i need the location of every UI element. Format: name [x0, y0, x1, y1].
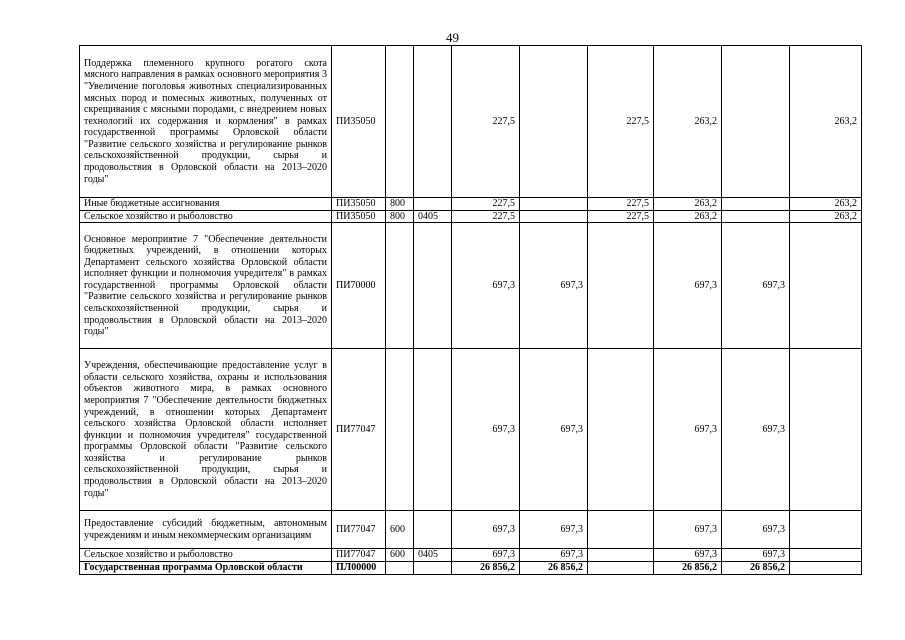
table-row-total [80, 561, 862, 574]
row-vr: 600 [386, 511, 414, 549]
row-value-4: 263,2 [654, 46, 722, 198]
row-code: ПИ35050 [332, 46, 386, 198]
row-value-6 [790, 561, 862, 574]
row-value-3: 227,5 [588, 210, 654, 223]
row-value-3 [588, 223, 654, 349]
row-value-1: 26 856,2 [452, 561, 520, 574]
row-value-6 [790, 349, 862, 511]
row-value-4: 263,2 [654, 210, 722, 223]
row-value-3: 227,5 [588, 46, 654, 198]
row-rzpr [414, 198, 452, 211]
row-description: Поддержка племенного крупного рогатого скота мясного направления в рамках основного мероприятия 3 "Увеличение поголовья животных специализированных мясных пород и помесных животных, полученных от скрещивания с мясными породами, с внедрением новых технологий их содержания и кормления" в рамках государственной программы Орловской области "Развитие сельского хозяйства и регулирование рынков сельскохозяйственной продукции, сырья и продовольствия в Орловской области на 2013–2020 годы" [80, 46, 332, 198]
row-vr [386, 561, 414, 574]
row-value-5: 697,3 [722, 223, 790, 349]
row-description: Предоставление субсидий бюджетным, автономным учреждениям и иным некоммерческим организациям [80, 511, 332, 549]
row-vr: 800 [386, 198, 414, 211]
row-description: Учреждения, обеспечивающие предоставление услуг в области сельского хозяйства, охраны и использования объектов животного мира, в рамках основного мероприятия 7 "Обеспечение деятельности бюджетных учреждений, в отношении которых Департамент сельского хозяйства Орловской области исполняет функции и полномочия учредителя" государственной программы Орловской области "Развитие сельского хозяйства и регулирование рынков сельскохозяйственной продукции, сырья и продовольствия в Орловской области на 2013–2020 годы" [80, 349, 332, 511]
row-description: Основное мероприятие 7 "Обеспечение деятельности бюджетных учреждений, в отношении которых Департамент сельского хозяйства Орловской области исполняет функции и полномочия учредителя" в рамках государственной программы Орловской области "Развитие сельского хозяйства и регулирование рынков сельскохозяйственной продукции, сырья и продовольствия в Орловской области на 2013–2020 годы" [80, 223, 332, 349]
table-row [80, 210, 862, 223]
row-description: Иные бюджетные ассигнования [80, 198, 332, 211]
row-value-3 [588, 549, 654, 562]
row-value-4: 697,3 [654, 349, 722, 511]
row-value-1: 227,5 [452, 198, 520, 211]
row-value-1: 697,3 [452, 223, 520, 349]
row-rzpr [414, 46, 452, 198]
row-value-2 [520, 210, 588, 223]
row-value-3 [588, 349, 654, 511]
row-vr [386, 223, 414, 349]
row-value-6 [790, 549, 862, 562]
page-number: 49 [446, 30, 459, 45]
row-value-6: 263,2 [790, 210, 862, 223]
row-value-4: 26 856,2 [654, 561, 722, 574]
row-rzpr [414, 223, 452, 349]
row-rzpr [414, 511, 452, 549]
row-value-6: 263,2 [790, 46, 862, 198]
table-row [80, 349, 862, 511]
row-value-2 [520, 198, 588, 211]
row-value-5 [722, 46, 790, 198]
row-value-2: 697,3 [520, 223, 588, 349]
row-description: Государственная программа Орловской области [80, 561, 332, 574]
row-value-5: 697,3 [722, 511, 790, 549]
row-value-6 [790, 511, 862, 549]
row-value-6 [790, 223, 862, 349]
table-row [80, 46, 862, 198]
row-value-4: 697,3 [654, 549, 722, 562]
row-value-3 [588, 561, 654, 574]
row-value-3 [588, 511, 654, 549]
row-value-4: 697,3 [654, 511, 722, 549]
row-value-1: 697,3 [452, 349, 520, 511]
row-value-5 [722, 198, 790, 211]
row-value-3: 227,5 [588, 198, 654, 211]
row-code: ПЛ00000 [332, 561, 386, 574]
row-code: ПИ77047 [332, 511, 386, 549]
budget-table [79, 45, 862, 575]
row-code: ПИ70000 [332, 223, 386, 349]
row-value-2 [520, 46, 588, 198]
row-code: ПИ35050 [332, 210, 386, 223]
row-code: ПИ77047 [332, 549, 386, 562]
row-vr: 800 [386, 210, 414, 223]
row-vr: 600 [386, 549, 414, 562]
row-value-1: 227,5 [452, 210, 520, 223]
table-row [80, 223, 862, 349]
row-rzpr [414, 349, 452, 511]
row-value-2: 26 856,2 [520, 561, 588, 574]
table-row [80, 511, 862, 549]
row-rzpr: 0405 [414, 549, 452, 562]
row-rzpr [414, 561, 452, 574]
row-description: Сельское хозяйство и рыболовство [80, 210, 332, 223]
row-value-5: 697,3 [722, 549, 790, 562]
row-vr [386, 349, 414, 511]
row-value-5: 26 856,2 [722, 561, 790, 574]
row-vr [386, 46, 414, 198]
row-value-4: 697,3 [654, 223, 722, 349]
row-value-5: 697,3 [722, 349, 790, 511]
table-row [80, 198, 862, 211]
row-value-2: 697,3 [520, 349, 588, 511]
row-value-4: 263,2 [654, 198, 722, 211]
row-value-1: 697,3 [452, 511, 520, 549]
table-row [80, 549, 862, 562]
row-code: ПИ35050 [332, 198, 386, 211]
row-value-5 [722, 210, 790, 223]
row-value-2: 697,3 [520, 511, 588, 549]
row-value-1: 227,5 [452, 46, 520, 198]
row-code: ПИ77047 [332, 349, 386, 511]
row-description: Сельское хозяйство и рыболовство [80, 549, 332, 562]
row-value-6: 263,2 [790, 198, 862, 211]
row-value-2: 697,3 [520, 549, 588, 562]
row-value-1: 697,3 [452, 549, 520, 562]
row-rzpr: 0405 [414, 210, 452, 223]
